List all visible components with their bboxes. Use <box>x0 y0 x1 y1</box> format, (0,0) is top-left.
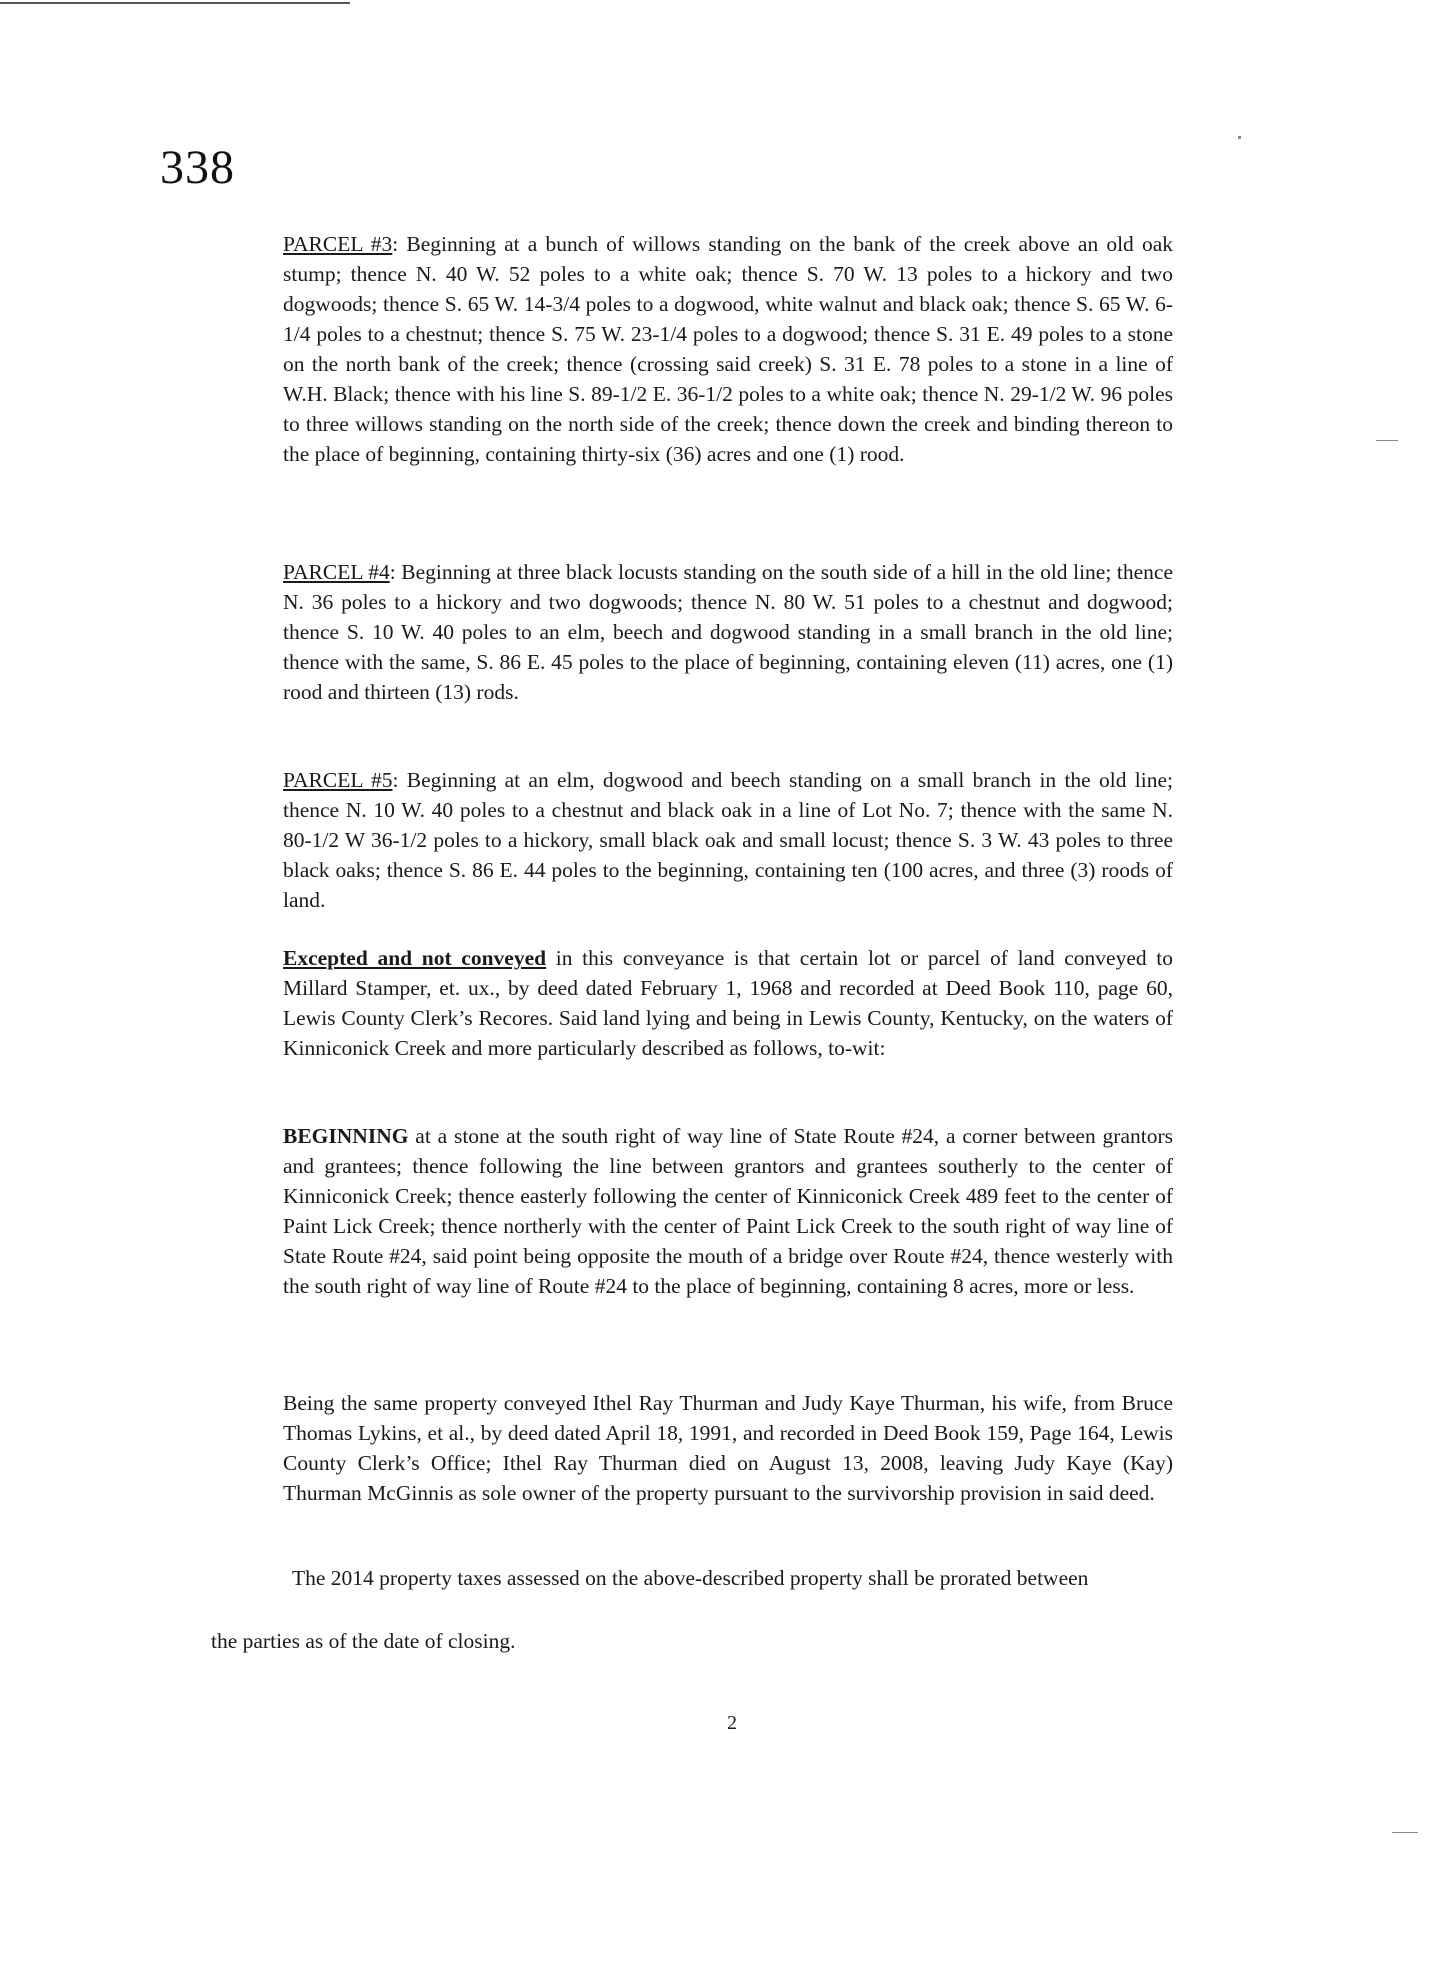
footer-page-number: 2 <box>727 1712 737 1734</box>
parcel-4-heading: PARCEL #4 <box>283 560 390 584</box>
beginning-heading: BEGINNING <box>283 1124 409 1148</box>
excepted-text: in this conveyance is that certain lot or parcel of land conveyed to Millard Stamper, et. ux., by deed dated February 1, 1968 and recorded at Deed Book 110, page 60, Lewis County Clerk’s Recores. Said land lying and being in Lewis County, Kentucky, on the waters of Kinniconick Creek and more particularly described as follows, to-wit: <box>283 946 1173 1060</box>
scan-mark <box>1392 1832 1418 1833</box>
parcel-4-paragraph <box>283 557 1173 707</box>
parcel-3-text: : Beginning at a bunch of willows standing on the bank of the creek above an old oak stump; thence N. 40 W. 52 poles to a white oak; thence S. 70 W. 13 poles to a hickory and two dogwoods; thence S. 65 W. 14-3/4 poles to a dogwood, white walnut and black oak; thence S. 65 W. 6-1/4 poles to a chestnut; thence S. 75 W. 23-1/4 poles to a dogwood; thence S. 31 E. 49 poles to a stone on the north bank of the creek; thence (crossing said creek) S. 31 E. 78 poles to a stone in a line of W.H. Black; thence with his line S. 89-1/2 E. 36-1/2 poles to a white oak; thence N. 29-1/2 W. 96 poles to three willows standing on the north side of the creek; thence down the creek and binding thereon to the place of beginning, containing thirty-six (36) acres and one (1) rood. <box>283 232 1173 466</box>
parcel-5-heading: PARCEL #5 <box>283 768 393 792</box>
beginning-paragraph <box>283 1121 1173 1301</box>
parcel-5-text: : Beginning at an elm, dogwood and beech standing on a small branch in the old line; thence N. 10 W. 40 poles to a chestnut and black oak in a line of Lot No. 7; thence with the same N. 80-1/2 W 36-1/2 poles to a hickory, small black oak and small locust; thence S. 3 W. 43 poles to three black oaks; thence S. 86 E. 44 poles to the beginning, containing ten (100 acres, and three (3) roods of land. <box>283 768 1173 912</box>
parcel-3-heading: PARCEL #3 <box>283 232 393 256</box>
parcel-4-text: : Beginning at three black locusts standing on the south side of a hill in the old line; thence N. 36 poles to a hickory and two dogwoods; thence N. 80 W. 51 poles to a chestnut and dogwood; thence S. 10 W. 40 poles to an elm, beech and dogwood standing in a small branch in the old line; thence with the same, S. 86 E. 45 poles to the place of beginning, containing eleven (11) acres, one (1) rood and thirteen (13) rods. <box>283 560 1173 704</box>
excepted-heading: Excepted and not conveyed <box>283 946 547 970</box>
being-same-paragraph <box>283 1388 1173 1508</box>
top-scan-rule <box>0 2 350 4</box>
taxes-line-2: the parties as of the date of closing. <box>211 1629 516 1653</box>
scan-mark <box>1238 136 1241 139</box>
scan-mark <box>1376 440 1398 441</box>
excepted-paragraph <box>283 943 1173 1063</box>
book-page-number: 338 <box>160 141 235 194</box>
beginning-text: at a stone at the south right of way line of State Route #24, a corner between grantors and grantees; thence following the line between grantors and grantees southerly to the center of Kinniconick Creek; thence easterly following the center of Kinniconick Creek 489 feet to the center of Paint Lick Creek; thence northerly with the center of Paint Lick Creek to the south right of way line of State Route #24, said point being opposite the mouth of a bridge over Route #24, thence westerly with the south right of way line of Route #24 to the place of beginning, containing 8 acres, more or less. <box>283 1124 1173 1298</box>
parcel-3-paragraph <box>283 229 1173 469</box>
being-same-text: Being the same property conveyed Ithel Ray Thurman and Judy Kaye Thurman, his wife, from Bruce Thomas Lykins, et al., by deed dated April 18, 1991, and recorded in Deed Book 159, Page 164, Lewis County Clerk’s Office; Ithel Ray Thurman died on August 13, 2008, leaving Judy Kaye (Kay) Thurman McGinnis as sole owner of the property pursuant to the survivorship provision in said deed. <box>283 1391 1173 1505</box>
taxes-line-1: The 2014 property taxes assessed on the above-described property shall be prorated between <box>292 1566 1089 1590</box>
parcel-5-paragraph <box>283 765 1173 915</box>
